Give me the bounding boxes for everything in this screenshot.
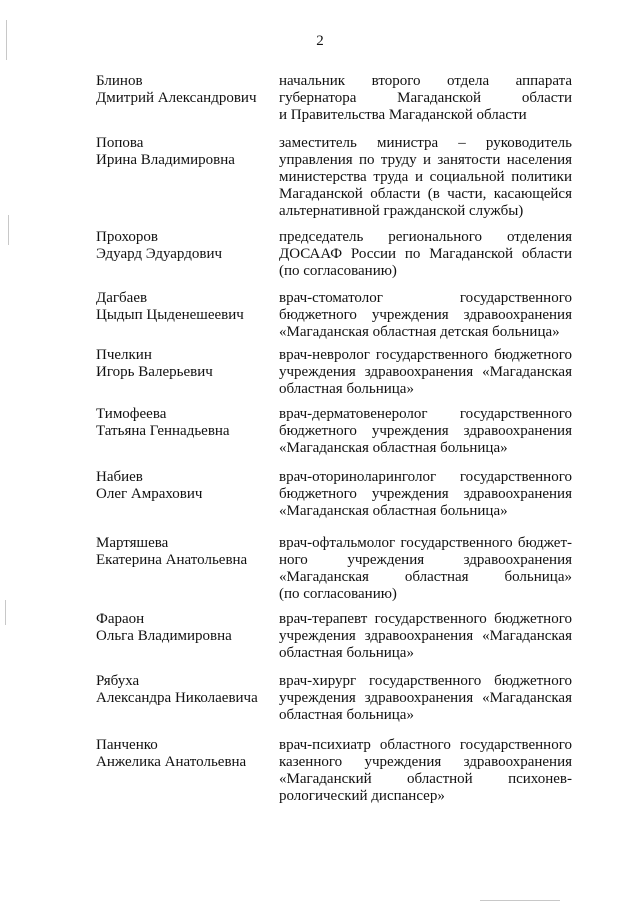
member-position (279, 135, 572, 220)
member-position-line: бюджетного учреждения здравоохранения (279, 307, 572, 323)
member-position-line: «Магаданская областная больница» (279, 503, 508, 519)
member-position-line: и Правительства Магаданской области (279, 107, 527, 123)
member-position-line: председатель регионального отделения (279, 229, 572, 245)
member-position-line: врач-дерматовенеролог государственного (279, 406, 572, 422)
member-position-line: управления по труду и занятости населения (279, 152, 572, 168)
member-position-line: ДОСААФ России по Магаданской области (279, 246, 572, 262)
member-position-line: «Магаданская областная детская больница» (279, 324, 560, 340)
member-name (96, 229, 276, 263)
member-name (96, 135, 276, 169)
member-name-line: Панченко (96, 737, 158, 753)
member-name (96, 73, 276, 107)
member-name (96, 290, 276, 324)
member-name-line: Олег Амрахович (96, 486, 203, 502)
member-name-line: Рябуха (96, 673, 140, 689)
member-position-line: врач-хирург государственного бюджетного (279, 673, 572, 689)
member-name-line: Набиев (96, 469, 143, 485)
member-position-line: врач-оториноларинголог государственного (279, 469, 572, 485)
member-position-line: альтернативной гражданской службы) (279, 203, 524, 219)
scan-edge-mark (8, 215, 9, 245)
member-name-line: Блинов (96, 73, 143, 89)
member-name (96, 737, 276, 771)
member-position-line: «Магаданская областная больница» (279, 569, 572, 585)
member-position-line: (по согласованию) (279, 263, 397, 279)
member-name-line: Прохоров (96, 229, 158, 245)
member-name (96, 673, 276, 707)
member-position-line: ного учреждения здравоохранения (279, 552, 572, 568)
member-name-line: Александра Николаевича (96, 690, 258, 706)
member-name-line: Цыдып Цыденешеевич (96, 307, 244, 323)
member-name-line: Пчелкин (96, 347, 152, 363)
member-position (279, 347, 572, 398)
member-name-line: Татьяна Геннадьевна (96, 423, 230, 439)
member-position-line: врач-стоматолог государственного (279, 290, 572, 306)
member-name-line: Ирина Владимировна (96, 152, 235, 168)
member-position-line: заместитель министра – руководитель (279, 135, 572, 151)
member-name-line: Эдуард Эдуардович (96, 246, 223, 262)
member-position (279, 290, 572, 341)
member-position (279, 535, 572, 603)
member-name (96, 347, 276, 381)
member-position (279, 611, 572, 662)
member-position-line: Магаданской области (в части, касающейся (279, 186, 572, 202)
member-position (279, 406, 572, 457)
member-position-line: учреждения здравоохранения «Магаданская (279, 628, 572, 644)
member-position-line: министерства труда и социальной политики (279, 169, 572, 185)
member-name-line: Дмитрий Александрович (96, 90, 257, 106)
member-position (279, 229, 572, 280)
member-position (279, 73, 572, 124)
member-position-line: врач-невролог государственного бюджетного (279, 347, 572, 363)
member-position (279, 469, 572, 520)
member-name-line: Попова (96, 135, 144, 151)
scan-edge-mark (5, 600, 6, 625)
member-position-line: областная больница» (279, 707, 414, 723)
member-position-line: врач-психиатр областного государственного (279, 737, 572, 753)
member-name-line: Фараон (96, 611, 145, 627)
member-name-line: Анжелика Анатольевна (96, 754, 247, 770)
member-position-line: бюджетного учреждения здравоохранения (279, 423, 572, 439)
member-position-line: «Магаданская областная больница» (279, 440, 508, 456)
member-position-line: (по согласованию) (279, 586, 397, 602)
member-position (279, 737, 572, 805)
page-number: 2 (316, 33, 324, 49)
member-name (96, 611, 276, 645)
member-name-line: Тимофеева (96, 406, 167, 422)
member-position-line: «Магаданский областной психонев- (279, 771, 572, 787)
member-position (279, 673, 572, 724)
member-name-line: Екатерина Анатольевна (96, 552, 248, 568)
member-position-line: врач-офтальмолог государственного бюджет- (279, 535, 572, 551)
member-name (96, 535, 276, 569)
member-name-line: Игорь Валерьевич (96, 364, 213, 380)
scan-edge-mark (480, 900, 560, 901)
member-position-line: рологический диспансер» (279, 788, 445, 804)
member-position-line: областная больница» (279, 381, 414, 397)
member-position-line: врач-терапевт государственного бюджетного (279, 611, 572, 627)
member-position-line: бюджетного учреждения здравоохранения (279, 486, 572, 502)
member-position-line: губернатора Магаданской области (279, 90, 572, 106)
member-position-line: учреждения здравоохранения «Магаданская (279, 690, 572, 706)
member-name-line: Дагбаев (96, 290, 148, 306)
member-position-line: учреждения здравоохранения «Магаданская (279, 364, 572, 380)
member-name-line: Мартяшева (96, 535, 169, 551)
scan-edge-mark (6, 20, 7, 60)
member-name (96, 469, 276, 503)
member-name-line: Ольга Владимировна (96, 628, 232, 644)
member-position-line: начальник второго отдела аппарата (279, 73, 572, 89)
member-position-line: областная больница» (279, 645, 414, 661)
member-position-line: казенного учреждения здравоохранения (279, 754, 572, 770)
member-name (96, 406, 276, 440)
